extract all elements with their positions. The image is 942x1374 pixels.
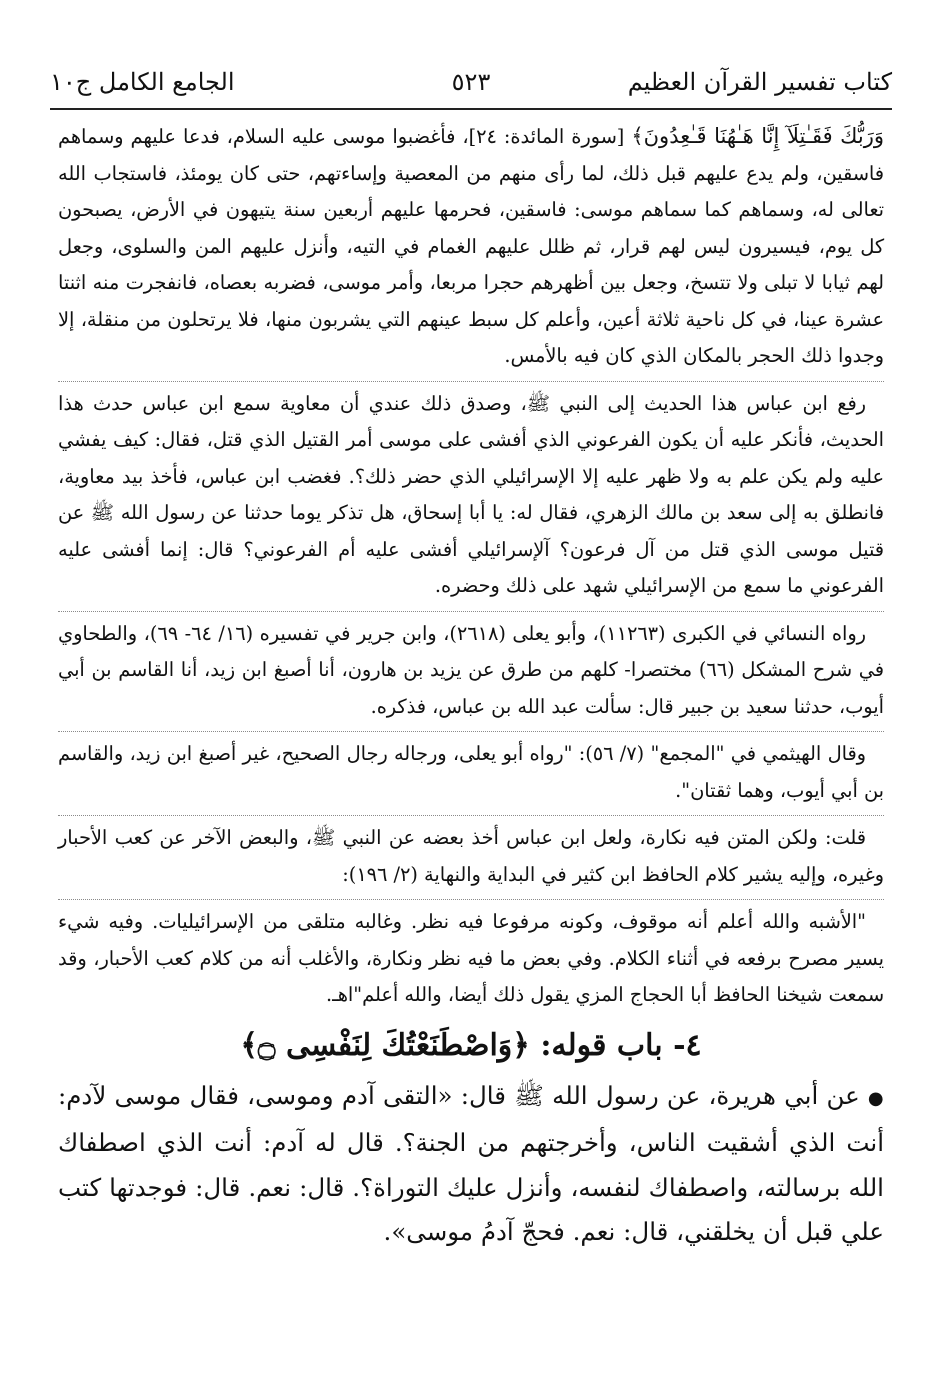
source-paragraph: رواه النسائي في الكبرى (١١٢٦٣)، وأبو يعلى (٢٦١٨)، وابن جرير في تفسيره (١٦/ ٦٤- ٦٩)، والطحاوي في شرح المشكل (٦٦) مختصرا- كلهم من طرق عن يزيد بن هارون، أنا أصبغ ابن زيد، أنا القاسم بن أبي أيوب، حدثنا سعيد بن جبير قال: سألت عبد الله بن عباس، فذكره. <box>58 611 884 726</box>
narration-paragraph <box>58 118 884 375</box>
hadith-text: عن أبي هريرة، عن رسول الله ﷺ قال: «التقى آدم وموسى، فقال موسى لآدم: أنت الذي أشقيت الناس، وأخرجتهم من الجنة؟. قال له آدم: أنت الذي اصطفاك الله برسالته، واصطفاك لنفسه، وأنزل عليك التوراة؟. قال: نعم. قال: فوجدتها كتب علي قبل أن يخلقني، قال: نعم. فحجّ آدمُ موسى». <box>58 1080 884 1246</box>
volume-label: الجامع الكامل ج١٠ <box>50 68 235 96</box>
hadith-paragraph <box>58 1074 884 1255</box>
chapter-heading: ٤- باب قوله: ﴿وَاصْطَنَعْتُكَ لِنَفْسِى ۝﴾ <box>240 1027 702 1063</box>
narration-text: [سورة المائدة: ٢٤]، فأغضبوا موسى عليه السلام، فدعا عليهم وسماهم فاسقين، ولم يدع عليهم قبل ذلك، لما رأى منهم من المعصية وإساءتهم، حتى كان يومئذ، فاستجاب الله تعالى له، وسماهم كما سماهم موسى: فاسقين، فحرمها عليهم أربعين سنة يتيهون في الأرض، يصبحون كل يوم، فيسيرون ليس لهم قرار، ثم ظلل عليهم الغمام في التيه، وأنزل عليهم المن والسلوى، وجعل لهم ثيابا لا تبلى ولا تتسخ، وجعل بين أظهرهم حجرا مربعا، وأمر موسى، فضربه بعصاه، فانفجرت منه اثنتا عشرة عينا، في كل ناحية ثلاثة أعين، وأعلم كل سبط عينهم التي يشربون منها، فلا يرتحلون من منقلة، إلا وجدوا ذلك الحجر بالمكان الذي كان فيه بالأمس. <box>58 125 884 367</box>
page-body <box>58 118 884 1255</box>
commentary-paragraph: رفع ابن عباس هذا الحديث إلى النبي ﷺ، وصدق ذلك عندي أن معاوية سمع ابن عباس حدث هذا الحديث، فأنكر عليه أن يكون الفرعوني الذي أفشى على موسى أمر القتيل الذي قتل، فقال: كيف يفشي عليه ولم يكن علم به ولا ظهر عليه إلا الإسرائيلي الذي حضر ذلك؟. فغضب ابن عباس، فأخذ بيد معاوية، فانطلق به إلى سعد بن مالك الزهري، فقال له: يا أبا إسحاق، هل تذكر يوما حدثنا عن رسول الله ﷺ عن قتيل موسى الذي قتل من آل فرعون؟ آلإسرائيلي أفشى عليه أم الفرعوني؟ قال: إنما أفشى عليه الفرعوني ما سمع من الإسرائيلي شهد على ذلك وحضره. <box>58 381 884 605</box>
book-title: كتاب تفسير القرآن العظيم <box>627 68 892 96</box>
author-note-paragraph: قلت: ولكن المتن فيه نكارة، ولعل ابن عباس أخذ بعضه عن النبي ﷺ، والبعض الآخر عن كعب الأحبار وغيره، وإليه يشير كلام الحافظ ابن كثير في البداية والنهاية (٢/ ١٩٦): <box>58 815 884 893</box>
ibn-kathir-quote: "الأشبه والله أعلم أنه موقوف، وكونه مرفوعا فيه نظر. وغالبه متلقى من الإسرائيليات. وفيه شيء يسير مصرح برفعه في أثناء الكلام. وفي بعض ما فيه نظر ونكارة، والأغلب أنه من كلام كعب الأحبار، وقد سمعت شيخنا الحافظ أبا الحجاج المزي يقول ذلك أيضا، والله أعلم"اهـ. <box>58 899 884 1014</box>
bullet-icon: ● <box>867 1087 884 1109</box>
header-divider <box>50 108 892 110</box>
quran-verse: وَرَبُّكَ فَقَـٰتِلَآ إِنَّا هَـٰهُنَا قَـٰعِدُونَ﴾ <box>631 124 885 148</box>
page-header <box>50 62 892 110</box>
haythami-paragraph: وقال الهيثمي في "المجمع" (٧/ ٥٦): "رواه أبو يعلى، ورجاله رجال الصحيح، غير أصبغ ابن زيد، والقاسم بن أبي أيوب، وهما ثقتان". <box>58 731 884 809</box>
page-number: ٥٢٣ <box>451 68 491 96</box>
